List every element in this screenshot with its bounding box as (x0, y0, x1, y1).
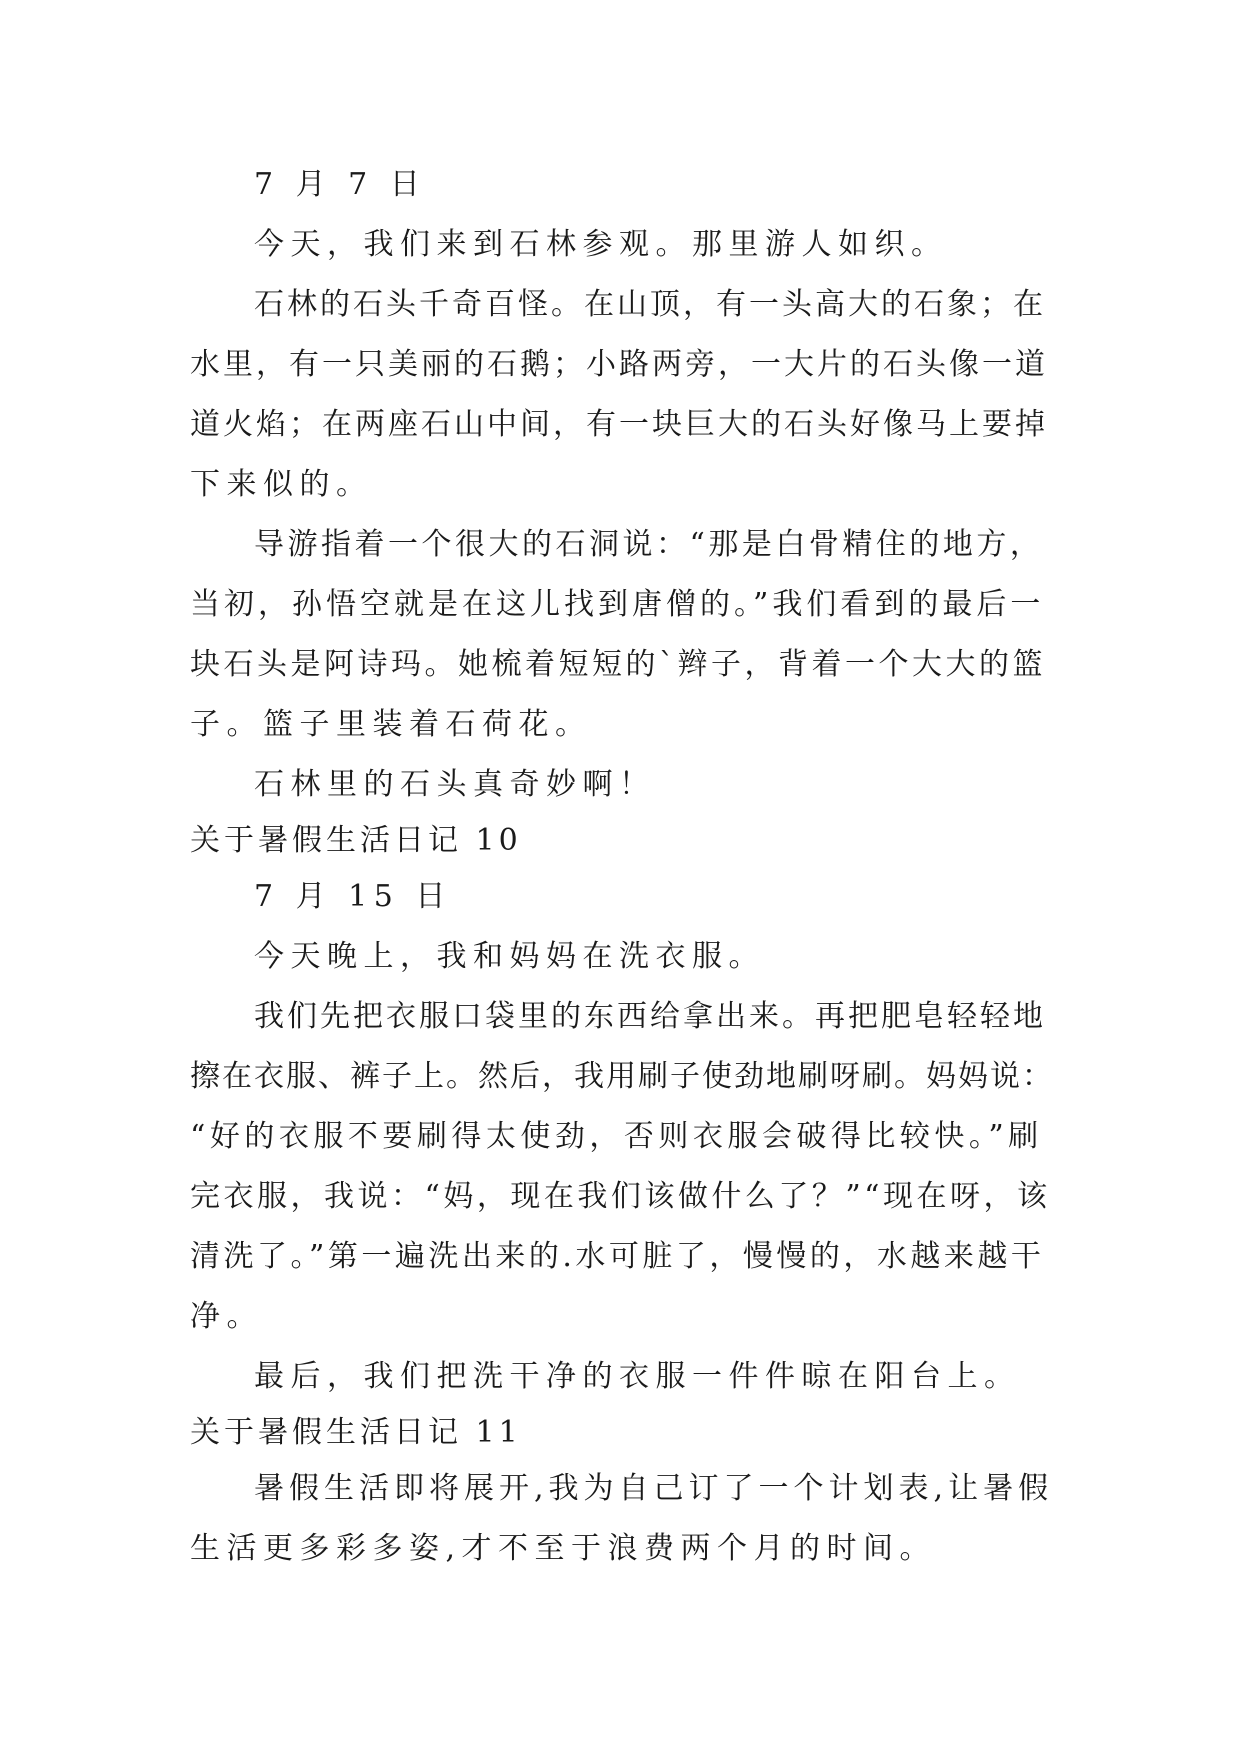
paragraph-line: 道火焰；在两座石山中间，有一块巨大的石头好像马上要掉 (190, 407, 1048, 442)
paragraph-line: 暑假生活即将展开,我为自己订了一个计划表,让暑假 (254, 1471, 1054, 1506)
paragraph-line: 下来似的。 (190, 467, 373, 502)
paragraph-line: 水里，有一只美丽的石鹅；小路两旁，一大片的石头像一道 (190, 347, 1048, 382)
paragraph-line: 当初，孙悟空就是在这儿找到唐僧的。”我们看到的最后一 (190, 587, 1045, 622)
section-heading: 关于暑假生活日记 11 (190, 1415, 522, 1450)
paragraph-line: 我们先把衣服口袋里的东西给拿出来。再把肥皂轻轻地 (254, 999, 1046, 1034)
paragraph-line: 清洗了。”第一遍洗出来的.水可脏了，慢慢的，水越来越干 (190, 1239, 1045, 1274)
entry-date: 7 月 7 日 (254, 167, 427, 202)
paragraph-line: 擦在衣服、裤子上。然后，我用刷子使劲地刷呀刷。妈妈说： (190, 1059, 1054, 1094)
paragraph-line: 今天，我们来到石林参观。那里游人如织。 (254, 227, 948, 262)
paragraph-line: 石林里的石头真奇妙啊！ (254, 767, 656, 802)
paragraph-line: 完衣服，我说：“妈，现在我们该做什么了？”“现在呀，该 (190, 1179, 1051, 1214)
section-heading: 关于暑假生活日记 10 (190, 823, 522, 858)
paragraph-line: 子。篮子里装着石荷花。 (190, 707, 592, 742)
entry-date: 7 月 15 日 (254, 879, 452, 914)
paragraph-line: 石林的石头千奇百怪。在山顶，有一头高大的石象；在 (254, 287, 1046, 322)
paragraph-line: 净。 (190, 1299, 263, 1334)
paragraph-line: 块石头是阿诗玛。她梳着短短的`辫子，背着一个大大的篮 (190, 647, 1046, 682)
paragraph-line: 最后，我们把洗干净的衣服一件件晾在阳台上。 (254, 1359, 1021, 1394)
paragraph-line: 今天晚上，我和妈妈在洗衣服。 (254, 939, 765, 974)
paragraph-line: 生活更多彩多姿,才不至于浪费两个月的时间。 (190, 1531, 937, 1566)
paragraph-line: 导游指着一个很大的石洞说：“那是白骨精住的地方， (254, 527, 1044, 562)
paragraph-line: “好的衣服不要刷得太使劲，否则衣服会破得比较快。”刷 (190, 1119, 1043, 1154)
